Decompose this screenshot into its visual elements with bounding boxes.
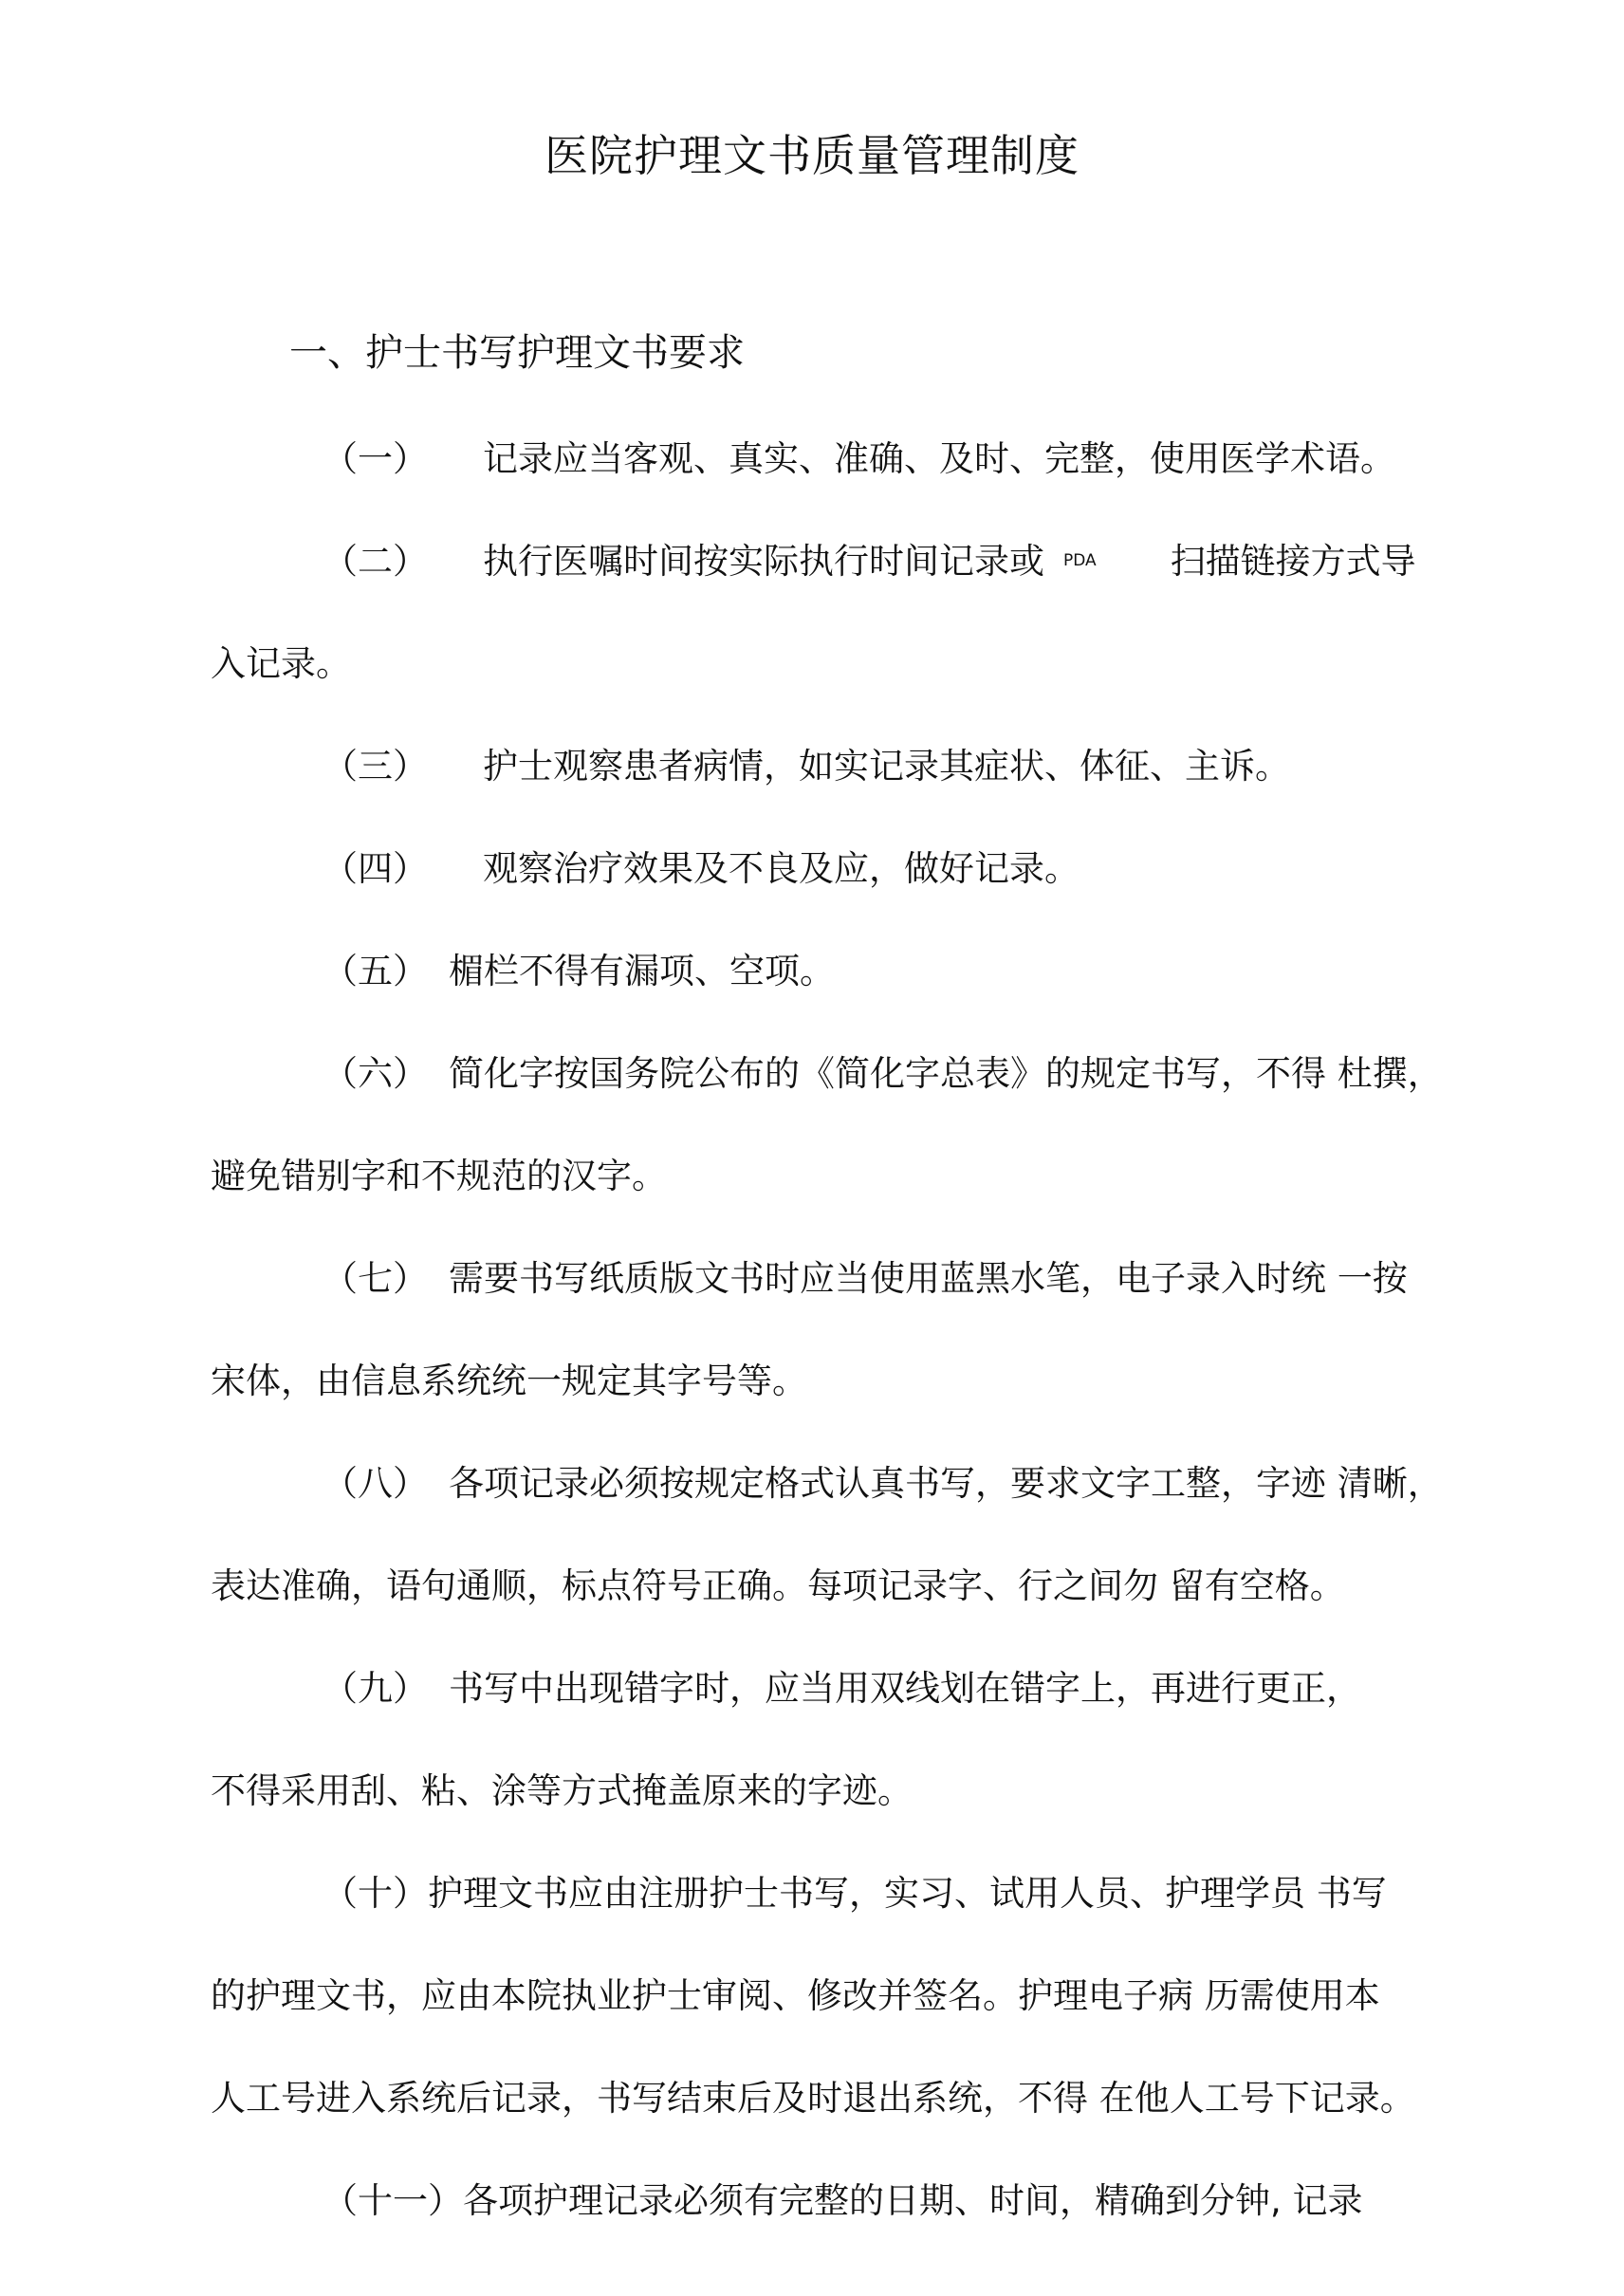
item-text: 各项记录必须按规定格式认真书写，要求文字工整，字迹 清晰，: [449, 1463, 1443, 1504]
item-number: （九）: [323, 1668, 428, 1709]
item-number: （七）: [323, 1258, 428, 1299]
item-number: （六）: [323, 1053, 428, 1094]
item-text: 执行医嘱时间按实际执行时间记录或: [483, 541, 1044, 582]
item-text: 简化字按国务院公布的《简化字总表》的规定书写，不得 杜撰，: [449, 1053, 1443, 1094]
item-number: （五）: [323, 951, 428, 991]
item-2: [323, 541, 1416, 582]
item-text: 护士观察患者病情，如实记录其症状、体征、主诉。: [483, 746, 1290, 787]
item-number: （二）: [323, 541, 428, 582]
page-title: 医院护理文书质量管理制度: [544, 130, 1080, 181]
item-number: （四）: [323, 848, 428, 889]
item-text-cont: 扫描链接方式导: [1170, 541, 1416, 582]
item-3: [323, 746, 1290, 787]
item-9-continued: 不得采用刮、粘、涂等方式掩盖原来的字迹。: [211, 1770, 913, 1811]
pda-abbrev: PDA: [1063, 551, 1097, 570]
item-2-continued: 入记录。: [211, 643, 351, 684]
item-text: 各项护理记录必须有完整的日期、时间，精确到分钟, 记录: [463, 2180, 1363, 2221]
item-11: [323, 2180, 1363, 2221]
item-6-continued: 避免错别字和不规范的汉字。: [211, 1156, 667, 1196]
item-text: 书写中出现错字时，应当用双线划在错字上，再进行更正，: [449, 1668, 1361, 1709]
item-10-continued: 的护理文书，应由本院执业护士审阅、修改并签名。护理电子病 历需使用本: [211, 1975, 1380, 2016]
item-1: [323, 438, 1395, 479]
item-9: [323, 1668, 1361, 1709]
item-5: [323, 951, 835, 991]
item-4: [323, 848, 1080, 889]
section-heading: 一、护士书写护理文书要求: [289, 331, 745, 375]
item-text: 楣栏不得有漏项、空项。: [449, 951, 835, 991]
item-6: [323, 1053, 1443, 1094]
item-number: （十一）: [323, 2180, 463, 2221]
item-text: 观察治疗效果及不良及应，做好记录。: [483, 848, 1080, 889]
item-number: （十）: [323, 1873, 428, 1914]
item-number: （八）: [323, 1463, 428, 1504]
item-8: [323, 1463, 1443, 1504]
item-text: 需要书写纸质版文书时应当使用蓝黑水笔，电子录入时统 一按: [449, 1258, 1408, 1299]
item-8-continued: 表达准确，语句通顺，标点符号正确。每项记录字、行之间勿 留有空格。: [211, 1565, 1345, 1606]
item-7: [323, 1258, 1408, 1299]
item-text: 记录应当客观、真实、准确、及时、完整，使用医学术语。: [483, 438, 1395, 479]
item-10: [323, 1873, 1387, 1914]
item-number: （三）: [323, 746, 428, 787]
item-text: 护理文书应由注册护士书写，实习、试用人员、护理学员 书写: [428, 1873, 1387, 1914]
item-number: （一）: [323, 438, 428, 479]
item-10-continued-2: 人工号进入系统后记录，书写结束后及时退出系统，不得 在他人工号下记录。: [211, 2078, 1415, 2119]
item-7-continued: 宋体，由信息系统统一规定其字号等。: [211, 1361, 807, 1401]
